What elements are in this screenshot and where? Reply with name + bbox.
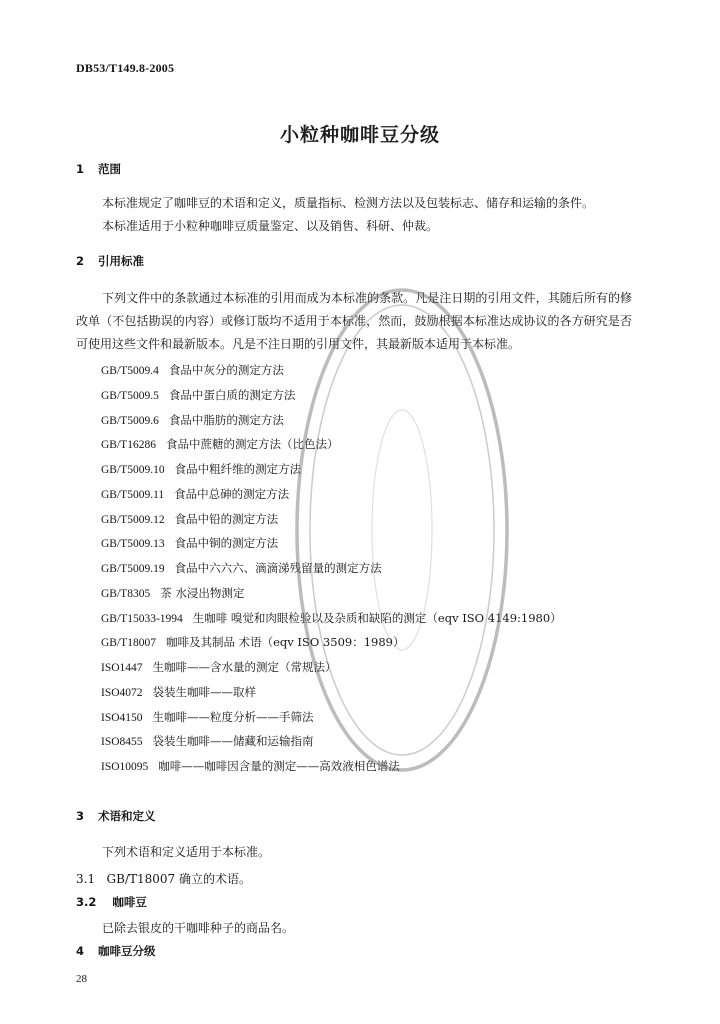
section-4-heading — [76, 943, 156, 959]
section-3-heading — [76, 808, 156, 824]
reference-code: ISO1447 — [101, 662, 143, 674]
reference-item — [101, 754, 562, 779]
reference-item — [101, 482, 562, 507]
section-4-number: 4 — [76, 944, 85, 958]
reference-item — [101, 432, 562, 457]
document-id: DB53/T149.8-2005 — [76, 61, 175, 75]
reference-code: ISO8455 — [101, 736, 143, 749]
reference-title: 生咖啡 嗅觉和肉眼检验以及杂质和缺陷的测定（eqv ISO 4149:1980） — [192, 610, 562, 625]
reference-code: ISO4072 — [101, 686, 143, 699]
reference-title: 食品中灰分的测定方法 — [168, 363, 284, 377]
reference-code: GB/T5009.13 — [101, 538, 165, 551]
reference-item — [101, 630, 562, 655]
reference-code: ISO4150 — [101, 711, 143, 724]
reference-code: GB/T5009.5 — [101, 389, 159, 402]
section-3-title: 术语和定义 — [98, 809, 156, 823]
reference-item — [101, 507, 562, 532]
reference-item — [101, 556, 562, 581]
section-2-title: 引用标准 — [98, 254, 144, 268]
section-2-number: 2 — [76, 254, 85, 268]
reference-code: GB/T5009.4 — [101, 365, 159, 377]
reference-item — [101, 408, 562, 433]
section-2-intro — [76, 287, 632, 356]
reference-code: GB/T15033-1994 — [101, 612, 183, 625]
reference-title: 袋装生咖啡——储藏和运输指南 — [152, 734, 314, 749]
reference-code: GB/T5009.11 — [101, 488, 165, 501]
reference-code: GB/T5009.19 — [101, 563, 165, 575]
reference-code: GB/T5009.12 — [101, 513, 165, 526]
reference-item — [101, 729, 562, 754]
reference-title: 食品中铜的测定方法 — [174, 536, 279, 551]
reference-title: 食品中脂肪的测定方法 — [168, 412, 284, 427]
reference-item — [101, 655, 562, 680]
reference-title: 袋装生咖啡——取样 — [152, 684, 257, 699]
reference-title: 咖啡——咖啡因含量的测定——高效液相色谱法 — [158, 759, 400, 773]
reference-title: 食品中总砷的测定方法 — [174, 486, 290, 501]
reference-title: 咖啡及其制品 术语（eqv ISO 3509：1989） — [165, 635, 405, 650]
section-3-number: 3 — [76, 809, 85, 823]
reference-item — [101, 581, 562, 606]
section-3-intro: 下列术语和定义适用于本标准。 — [102, 845, 271, 859]
reference-title: 生咖啡——含水量的测定（常规法） — [152, 660, 337, 674]
section-1-paragraph-1: 本标准规定了咖啡豆的术语和定义，质量指标、检测方法以及包装标志、储存和运输的条件。 — [102, 196, 595, 210]
reference-code: GB/T8305 — [101, 587, 151, 600]
reference-title: 茶 水浸出物测定 — [160, 585, 245, 600]
section-1-body — [76, 192, 636, 238]
section-2-intro-text: 下列文件中的条款通过本标准的引用而成为本标准的条款。凡是注日期的引用文件，其随后所有的修改单（不包括勘误的内容）或修订版均不适用于本标准，然而，鼓励根据本标准达成协议的各方研究是否可使用这些文件和最新版本。凡是不注日期的引用文件，其最新版本适用于本标准。 — [76, 291, 632, 351]
section-1-paragraph-2: 本标准适用于小粒种咖啡豆质量鉴定、以及销售、科研、仲裁。 — [102, 219, 439, 233]
section-1-title: 范围 — [98, 162, 121, 176]
reference-code: GB/T16286 — [101, 439, 156, 452]
reference-code: GB/T5009.6 — [101, 414, 159, 427]
reference-item — [101, 358, 562, 383]
reference-code: GB/T18007 — [101, 637, 156, 650]
clause-3-1 — [76, 870, 251, 887]
reference-item — [101, 680, 562, 705]
reference-title: 食品中蔗糖的测定方法（比色法） — [165, 437, 339, 452]
section-1-number: 1 — [76, 162, 85, 176]
reference-title: 食品中铅的测定方法 — [174, 511, 279, 526]
reference-code: GB/T5009.10 — [101, 464, 165, 476]
document-title: 小粒种咖啡豆分级 — [279, 124, 440, 146]
reference-item — [101, 457, 562, 482]
reference-title: 食品中蛋白质的测定方法 — [168, 387, 296, 402]
reference-list — [101, 358, 562, 779]
clause-3-1-number: 3.1 — [76, 872, 96, 886]
clause-3-2-heading — [76, 894, 147, 910]
reference-code: ISO10095 — [101, 761, 149, 773]
page-number: 28 — [76, 973, 87, 985]
section-4-title: 咖啡豆分级 — [98, 944, 156, 958]
clause-3-2-title: 咖啡豆 — [112, 895, 147, 909]
reference-title: 生咖啡——粒度分析——手筛法 — [152, 709, 314, 724]
reference-item — [101, 606, 562, 631]
reference-item — [101, 383, 562, 408]
section-2-heading — [76, 253, 144, 269]
clause-3-1-text: GB/T18007 确立的术语。 — [106, 872, 251, 886]
reference-item — [101, 705, 562, 730]
section-1-heading — [76, 161, 121, 177]
clause-3-2-definition: 已除去银皮的干咖啡种子的商品名。 — [102, 921, 295, 935]
reference-title: 食品中粗纤维的测定方法 — [174, 462, 302, 476]
clause-3-2-number: 3.2 — [76, 895, 97, 909]
reference-item — [101, 531, 562, 556]
reference-title: 食品中六六六、滴滴涕残留量的测定方法 — [174, 561, 382, 575]
